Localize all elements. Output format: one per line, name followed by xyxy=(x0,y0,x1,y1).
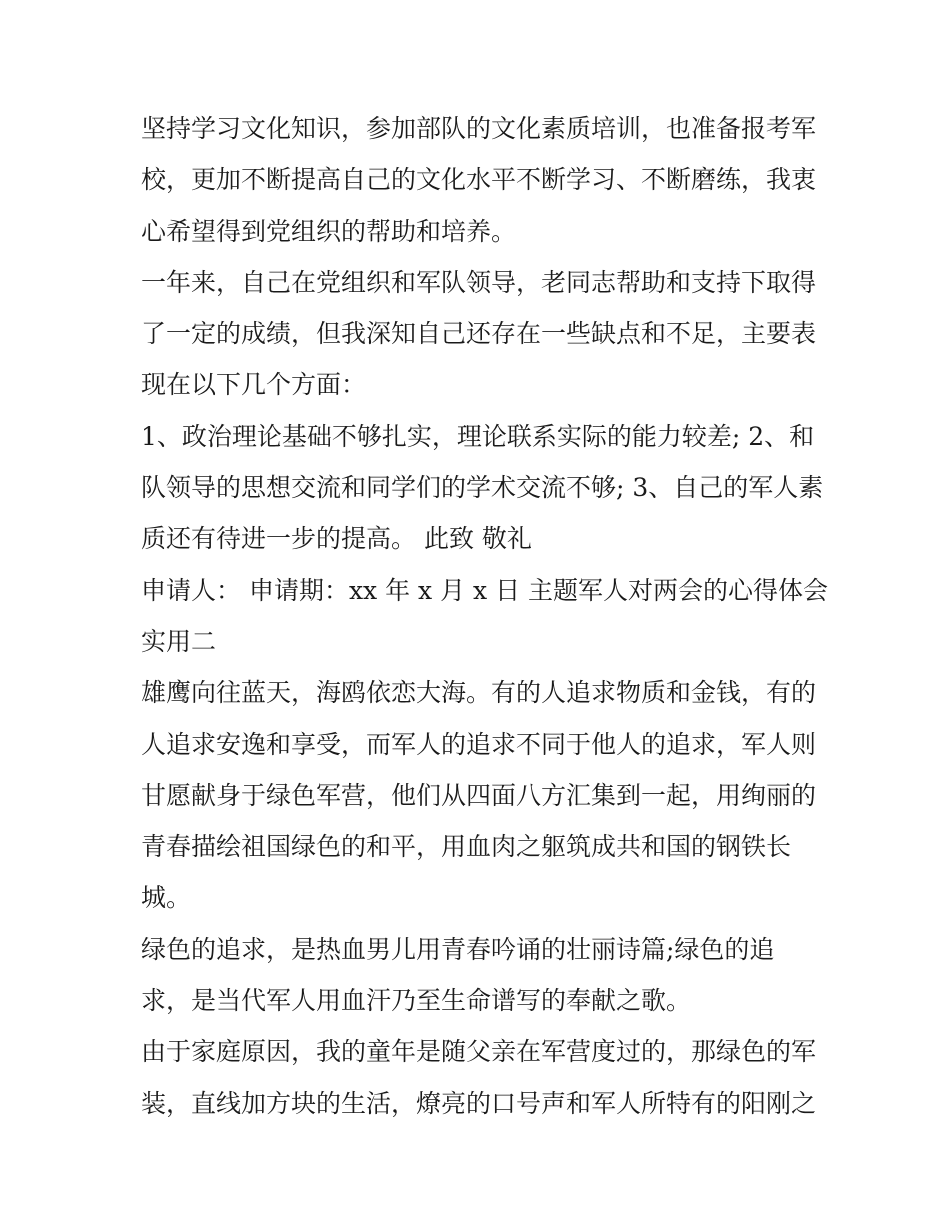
text-line: 实用二 xyxy=(141,626,217,656)
document-body xyxy=(141,103,829,1129)
text-line: 甘愿献身于绿色军营，他们从四面八方汇集到一起，用绚丽的 xyxy=(141,780,817,810)
text-line: 雄鹰向往蓝天，海鸥依恋大海。有的人追求物质和金钱，有的 xyxy=(141,678,817,708)
text-line: 青春描绘祖国绿色的和平，用血肉之躯筑成共和国的钢铁长 xyxy=(141,832,792,862)
text-line: 城。 xyxy=(141,883,192,913)
text-line: 坚持学习文化知识，参加部队的文化素质培训，也准备报考军 xyxy=(141,114,817,143)
text-line: 队领导的思想交流和同学们的学术交流不够; 3、自己的军人素 xyxy=(141,473,824,503)
text-line: 绿色的追求，是热血男儿用青春吟诵的壮丽诗篇;绿色的追 xyxy=(141,934,775,964)
text-line: 装，直线加方块的生活，燎亮的口号声和军人所特有的阳刚之 xyxy=(141,1088,817,1118)
text-line: 了一定的成绩，但我深知自己还存在一些缺点和不足，主要表 xyxy=(141,319,817,349)
text-line: 心希望得到党组织的帮助和培养。 xyxy=(141,216,517,246)
text-line: 校，更加不断提高自己的文化水平不断学习、不断磨练，我衷 xyxy=(141,165,817,195)
text-line: 1、政治理论基础不够扎实，理论联系实际的能力较差; 2、和 xyxy=(141,421,815,451)
text-line: 现在以下几个方面： xyxy=(141,370,367,400)
text-line: 由于家庭原因，我的童年是随父亲在军营度过的，那绿色的军 xyxy=(141,1037,817,1067)
text-line: 人追求安逸和享受，而军人的追求不同于他人的追求，军人则 xyxy=(141,729,817,759)
text-line: 申请人： 申请期：xx 年 x 月 x 日 主题军人对两会的心得体会 xyxy=(141,575,829,605)
text-line: 求，是当代军人用血汗乃至生命谱写的奉献之歌。 xyxy=(141,986,692,1016)
text-line: 质还有待进一步的提高。 此致 敬礼 xyxy=(141,524,532,554)
text-line: 一年来，自己在党组织和军队领导，老同志帮助和支持下取得 xyxy=(141,267,817,297)
